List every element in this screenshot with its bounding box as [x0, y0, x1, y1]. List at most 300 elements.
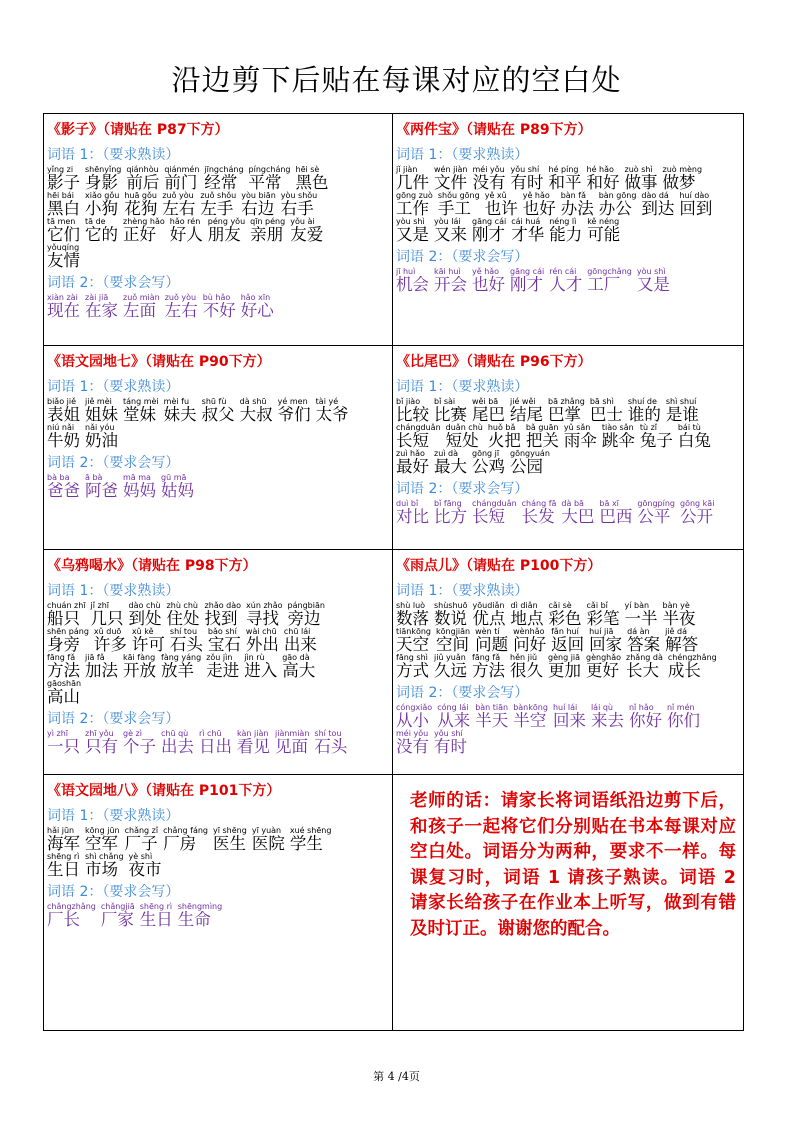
word-item [472, 653, 505, 680]
word-item [548, 653, 581, 680]
word-item [170, 627, 203, 654]
word-hanzi: 最大 [434, 457, 467, 476]
word-row [396, 192, 740, 218]
word-pinyin: fǎn huí [551, 627, 579, 636]
word-hanzi: 日出 [199, 737, 232, 756]
word-hanzi: 正好 [123, 225, 156, 244]
word-pinyin: shū fù [201, 397, 227, 406]
word-pinyin: bǎo shí [207, 627, 237, 636]
word-pinyin: jiě dá [665, 627, 687, 636]
word-hanzi: 刚才 [510, 275, 543, 294]
word-row [47, 218, 389, 244]
word-pinyin: yǒu shí [434, 729, 463, 738]
word-hanzi: 答案 [627, 635, 661, 654]
word-pinyin: cháng fā [521, 499, 557, 508]
word-item [164, 397, 197, 424]
word-pinyin: jié wěi [510, 397, 536, 406]
word-hanzi: 有时 [510, 173, 544, 192]
word-pinyin: chángduǎn [472, 499, 517, 508]
word-hanzi: 石头 [314, 737, 348, 756]
word-pinyin: huǒ bǎ [487, 423, 516, 432]
word-pinyin: dào dá [641, 191, 669, 200]
read-words-label: 词语 1：（要求熟读） [396, 379, 529, 395]
word-pinyin: niú nǎi [47, 423, 75, 432]
word-pinyin: yī yuàn [251, 826, 282, 835]
word-row [47, 853, 389, 879]
word-hanzi: 个子 [123, 737, 156, 756]
word-item [202, 397, 235, 424]
word-item [47, 293, 80, 320]
word-hanzi: 也好 [522, 199, 556, 218]
word-pinyin: gāo dà [282, 653, 310, 662]
word-pinyin: yǐng zi [47, 165, 74, 174]
word-item [208, 627, 241, 654]
word-row [47, 628, 389, 654]
word-item [200, 191, 236, 218]
word-item [599, 499, 632, 526]
word-pinyin: rén cái [549, 267, 577, 276]
word-row [47, 244, 389, 270]
word-pinyin: lái qù [590, 703, 613, 712]
word-hanzi: 厂房 [163, 834, 197, 853]
word-item [47, 243, 80, 270]
word-pinyin: bà ba [47, 473, 70, 482]
word-pinyin: hǎo xīn [240, 293, 271, 302]
word-item [47, 217, 80, 244]
word-hanzi: 姑妈 [161, 481, 194, 500]
word-item [561, 191, 594, 218]
word-pinyin: gāng cái [472, 217, 507, 226]
word-hanzi: 姐妹 [85, 405, 118, 424]
word-item [278, 397, 311, 424]
word-item [85, 293, 118, 320]
word-item [587, 165, 620, 192]
word-item [47, 397, 80, 424]
word-pinyin: shí tou [314, 729, 342, 738]
word-pinyin: bànkōng [513, 703, 548, 712]
word-hanzi: 几件 [396, 173, 429, 192]
word-pinyin: kàn jiàn [237, 729, 269, 738]
word-item [85, 397, 118, 424]
word-hanzi: 手工 [437, 199, 471, 218]
word-pinyin: bàn fǎ [560, 191, 587, 200]
word-item [472, 499, 517, 526]
word-hanzi: 友情 [47, 251, 80, 270]
word-item [511, 217, 544, 244]
word-hanzi: 叔父 [201, 405, 235, 424]
word-pinyin: hé hǎo [586, 165, 614, 174]
word-pinyin: gōng zuò [396, 191, 433, 200]
word-hanzi: 最好 [396, 457, 429, 476]
word-hanzi: 不好 [202, 301, 236, 320]
word-item [602, 423, 635, 450]
word-item [640, 423, 673, 450]
word-hanzi: 和平 [548, 173, 582, 192]
word-item [510, 267, 544, 294]
word-hanzi: 左手 [200, 199, 234, 218]
word-pinyin: jǐ jiàn [396, 165, 418, 174]
word-hanzi: 阿爸 [85, 481, 118, 500]
word-item [123, 729, 156, 756]
word-hanzi: 医院 [251, 834, 285, 853]
word-pinyin: yě hǎo [472, 267, 500, 276]
word-hanzi: 优点 [472, 609, 506, 628]
write-words-label: 词语 2：（要求会写） [47, 884, 180, 900]
word-item [85, 165, 121, 192]
word-hanzi: 一半 [624, 609, 658, 628]
word-hanzi: 是谁 [665, 405, 699, 424]
word-pinyin: jīngcháng [204, 165, 244, 174]
word-row [47, 294, 389, 320]
word-item [204, 165, 243, 192]
word-hanzi: 很久 [510, 661, 543, 680]
word-pinyin: xué shēng [289, 826, 332, 835]
word-item [132, 627, 165, 654]
word-item [666, 397, 699, 424]
word-pinyin: zhī yǒu [85, 729, 114, 738]
word-item [488, 423, 521, 450]
word-pinyin: chángduǎn [396, 423, 441, 432]
word-pinyin: mèi fu [163, 397, 190, 406]
word-hanzi: 来去 [590, 711, 624, 730]
word-hanzi: 数说 [434, 609, 467, 628]
word-pinyin: hǎo rén [169, 217, 201, 226]
word-item [549, 601, 582, 628]
word-hanzi: 没有 [396, 737, 429, 756]
word-row [47, 654, 389, 680]
word-item [47, 852, 80, 879]
word-item [161, 729, 194, 756]
word-pinyin: cǎi sè [548, 601, 572, 610]
word-item [472, 449, 505, 476]
word-hanzi: 公平 [637, 507, 671, 526]
word-hanzi: 又是 [636, 275, 670, 294]
word-hanzi: 结尾 [510, 405, 543, 424]
word-hanzi: 寻找 [246, 609, 280, 628]
word-pinyin: wén jiàn [434, 165, 468, 174]
word-pinyin: tù zǐ [639, 423, 658, 432]
word-item [587, 217, 620, 244]
word-pinyin: gè zì [123, 729, 142, 738]
word-item [591, 703, 624, 730]
word-row [396, 654, 740, 680]
word-pinyin: chéngzhǎng [667, 653, 717, 662]
word-hanzi: 几只 [90, 609, 124, 628]
word-pinyin: bù hǎo [202, 293, 231, 302]
word-item [85, 729, 118, 756]
word-pinyin: zǒu jìn [206, 653, 233, 662]
word-item [434, 165, 468, 192]
word-hanzi: 海军 [47, 834, 80, 853]
word-row [396, 704, 740, 730]
word-hanzi: 牛奶 [47, 431, 80, 450]
word-pinyin: bǐ fāng [434, 499, 462, 508]
word-item [680, 499, 714, 526]
word-hanzi: 表姐 [47, 405, 80, 424]
word-item [101, 902, 135, 929]
word-item [472, 267, 505, 294]
word-item [125, 826, 158, 853]
word-hanzi: 跳伞 [601, 431, 635, 450]
word-pinyin: kōngjiān [436, 627, 471, 636]
word-hanzi: 回到 [679, 199, 713, 218]
word-item [522, 499, 557, 526]
word-item [663, 601, 696, 628]
word-pinyin: fāng fǎ [47, 653, 76, 662]
read-words-label: 词语 1：（要求熟读） [396, 583, 529, 599]
word-pinyin: yì zhī [47, 729, 68, 738]
word-hanzi: 长短 [472, 507, 505, 526]
word-item [47, 627, 89, 654]
word-item [129, 852, 162, 879]
word-pinyin: zhù chù [166, 601, 198, 610]
word-pinyin: gènghǎo [586, 653, 622, 662]
word-row [396, 218, 740, 244]
word-hanzi: 好心 [240, 301, 274, 320]
word-hanzi: 左面 [123, 301, 156, 320]
word-pinyin: shēngmìng [177, 902, 223, 911]
word-hanzi: 半天 [475, 711, 509, 730]
word-hanzi: 回家 [589, 635, 623, 654]
word-hanzi: 解答 [665, 635, 699, 654]
word-item [252, 826, 285, 853]
word-hanzi: 到达 [641, 199, 675, 218]
word-pinyin: zuǒ shǒu [200, 191, 237, 200]
teacher-note-cell [393, 775, 743, 1030]
word-pinyin: hēi sè [295, 165, 320, 174]
word-pinyin: chǎngjiā [100, 902, 135, 911]
word-row [396, 500, 740, 526]
word-row [396, 268, 740, 294]
word-hanzi: 巴掌 [548, 405, 581, 424]
word-hanzi: 左右 [162, 199, 196, 218]
word-hanzi: 朋友 [207, 225, 241, 244]
word-pinyin: shùshuō [434, 601, 468, 610]
word-row [396, 166, 740, 192]
word-item [126, 165, 159, 192]
word-item [626, 653, 663, 680]
word-item [85, 191, 119, 218]
word-item [396, 499, 429, 526]
word-hanzi: 也许 [484, 199, 518, 218]
word-hanzi: 前后 [126, 173, 160, 192]
word-pinyin: gū mā [161, 473, 187, 482]
word-pinyin: yě xǔ [484, 191, 507, 200]
lesson-cell-yingzi [44, 114, 392, 345]
word-item [590, 397, 623, 424]
word-pinyin: méi yǒu [472, 165, 505, 174]
word-item [47, 191, 80, 218]
word-pinyin: yè shì [128, 852, 153, 861]
word-hanzi: 公园 [510, 457, 543, 476]
word-hanzi: 方法 [472, 661, 505, 680]
word-item [161, 653, 201, 680]
word-item [396, 449, 429, 476]
word-hanzi: 方式 [396, 661, 429, 680]
word-hanzi: 兔子 [639, 431, 673, 450]
word-item [241, 293, 274, 320]
word-hanzi: 返回 [551, 635, 585, 654]
word-pinyin: yòu lái [434, 217, 461, 226]
word-item [206, 653, 239, 680]
word-hanzi: 夜市 [128, 860, 162, 879]
word-pinyin: hǎi jūn [47, 826, 75, 835]
word-item [434, 449, 467, 476]
word-item [163, 826, 208, 853]
word-pinyin: píngcháng [248, 165, 291, 174]
word-row [47, 474, 389, 500]
word-pinyin: yōudiǎn [472, 601, 505, 610]
word-hanzi: 成长 [667, 661, 701, 680]
word-item [549, 267, 582, 294]
word-pinyin: rì chū [199, 729, 222, 738]
word-item [396, 267, 429, 294]
word-item [641, 191, 674, 218]
write-words-label: 词语 2：（要求会写） [47, 711, 180, 727]
word-item [47, 679, 81, 706]
word-pinyin: hěn jiǔ [510, 653, 538, 662]
word-pinyin: chū lái [283, 627, 311, 636]
word-pinyin: chǎngzhǎng [47, 902, 96, 911]
word-hanzi: 你好 [628, 711, 662, 730]
word-item [589, 627, 622, 654]
word-hanzi: 高山 [47, 687, 80, 706]
word-pinyin: yòu shì [636, 267, 666, 276]
word-item [47, 165, 80, 192]
word-hanzi: 回来 [552, 711, 586, 730]
word-pinyin: shēng rì [47, 852, 80, 861]
word-hanzi: 奶油 [85, 431, 118, 450]
write-words-label: 词语 2：（要求会写） [47, 275, 180, 291]
word-item [396, 729, 429, 756]
word-item [47, 729, 80, 756]
word-hanzi: 生命 [177, 910, 211, 929]
word-item [549, 165, 582, 192]
word-hanzi: 长大 [626, 661, 660, 680]
word-hanzi: 经常 [204, 173, 238, 192]
word-pinyin: duǎn chù [445, 423, 483, 432]
word-item [123, 473, 156, 500]
word-hanzi: 巴西 [599, 507, 633, 526]
word-hanzi: 问好 [513, 635, 547, 654]
word-hanzi: 生日 [47, 860, 80, 879]
word-item [213, 826, 247, 853]
word-row [47, 903, 389, 929]
word-pinyin: péng yǒu [207, 217, 246, 226]
word-pinyin: yí bàn [624, 601, 650, 610]
word-row [47, 424, 389, 450]
word-hanzi: 到处 [128, 609, 162, 628]
word-item [290, 826, 332, 853]
word-pinyin: dì diǎn [510, 601, 538, 610]
word-hanzi: 工作 [396, 199, 429, 218]
word-item [140, 902, 173, 929]
word-hanzi: 从来 [437, 711, 471, 730]
word-pinyin: biǎo jiě [47, 397, 77, 406]
word-pinyin: jǐ zhī [90, 601, 110, 610]
word-hanzi: 厂长 [47, 910, 80, 929]
word-item [510, 397, 543, 424]
word-pinyin: fāng shì [396, 653, 428, 662]
word-hanzi: 天空 [396, 635, 429, 654]
word-item [85, 473, 118, 500]
word-hanzi: 开放 [123, 661, 156, 680]
word-hanzi: 船只 [47, 609, 80, 628]
word-pinyin: chū qù [161, 729, 189, 738]
word-pinyin: wèn tí [475, 627, 500, 636]
write-words-label: 词语 2：（要求会写） [47, 455, 180, 471]
word-pinyin: cǎi bǐ [586, 601, 608, 610]
word-item [637, 267, 670, 294]
word-hanzi: 能力 [549, 225, 583, 244]
word-hanzi: 从小 [396, 711, 429, 730]
word-pinyin: gōngchǎng [587, 267, 632, 276]
word-pinyin: néng lì [549, 217, 577, 226]
word-hanzi: 短处 [445, 431, 479, 450]
word-item [472, 397, 505, 424]
word-item [513, 627, 546, 654]
write-words-label: 词语 2：（要求会写） [396, 249, 529, 265]
write-words-label: 词语 2：（要求会写） [396, 481, 529, 497]
word-pinyin: jiǔ yuǎn [434, 653, 466, 662]
word-hanzi: 找到 [204, 609, 238, 628]
word-item [564, 423, 597, 450]
word-item [434, 397, 467, 424]
word-item [47, 653, 80, 680]
word-hanzi: 巴士 [589, 405, 623, 424]
word-hanzi: 地点 [510, 609, 544, 628]
word-pinyin: xiàn zài [47, 293, 78, 302]
word-pinyin: yòu biān [241, 191, 276, 200]
word-hanzi: 没有 [472, 173, 506, 192]
word-pinyin: zuò shì [624, 165, 653, 174]
word-pinyin: gōngpíng [637, 499, 675, 508]
vocabulary-grid [43, 113, 744, 1031]
word-hanzi: 公开 [680, 507, 713, 526]
word-pinyin: xǔ duō [93, 627, 122, 636]
word-pinyin: zài jiā [85, 293, 109, 302]
word-pinyin: gōng kāi [680, 499, 715, 508]
word-hanzi: 左右 [164, 301, 198, 320]
word-pinyin: jī huì [396, 267, 416, 276]
word-item [678, 423, 711, 450]
word-pinyin: zhǎo dào [204, 601, 242, 610]
word-hanzi: 又是 [396, 225, 429, 244]
word-item [396, 601, 429, 628]
word-pinyin: tā de [85, 217, 106, 226]
word-item [85, 423, 118, 450]
word-pinyin: cóng lái [437, 703, 469, 712]
word-pinyin: nǐ hǎo [628, 703, 654, 712]
word-hanzi: 方法 [47, 661, 80, 680]
word-hanzi: 在家 [85, 301, 118, 320]
read-words-label: 词语 1：（要求熟读） [47, 379, 180, 395]
word-hanzi: 雨伞 [563, 431, 597, 450]
word-item [663, 165, 703, 192]
word-hanzi: 出去 [161, 737, 194, 756]
word-hanzi: 人才 [549, 275, 583, 294]
word-hanzi: 小狗 [85, 199, 118, 218]
word-item [510, 449, 550, 476]
word-pinyin: xiǎo gǒu [85, 191, 120, 200]
word-item [437, 703, 470, 730]
word-hanzi: 看见 [237, 737, 270, 756]
word-hanzi: 比较 [396, 405, 429, 424]
word-pinyin: dà bā [561, 499, 584, 508]
word-hanzi: 大叔 [239, 405, 273, 424]
word-row [396, 398, 740, 424]
word-pinyin: cóngxiǎo [396, 703, 433, 712]
